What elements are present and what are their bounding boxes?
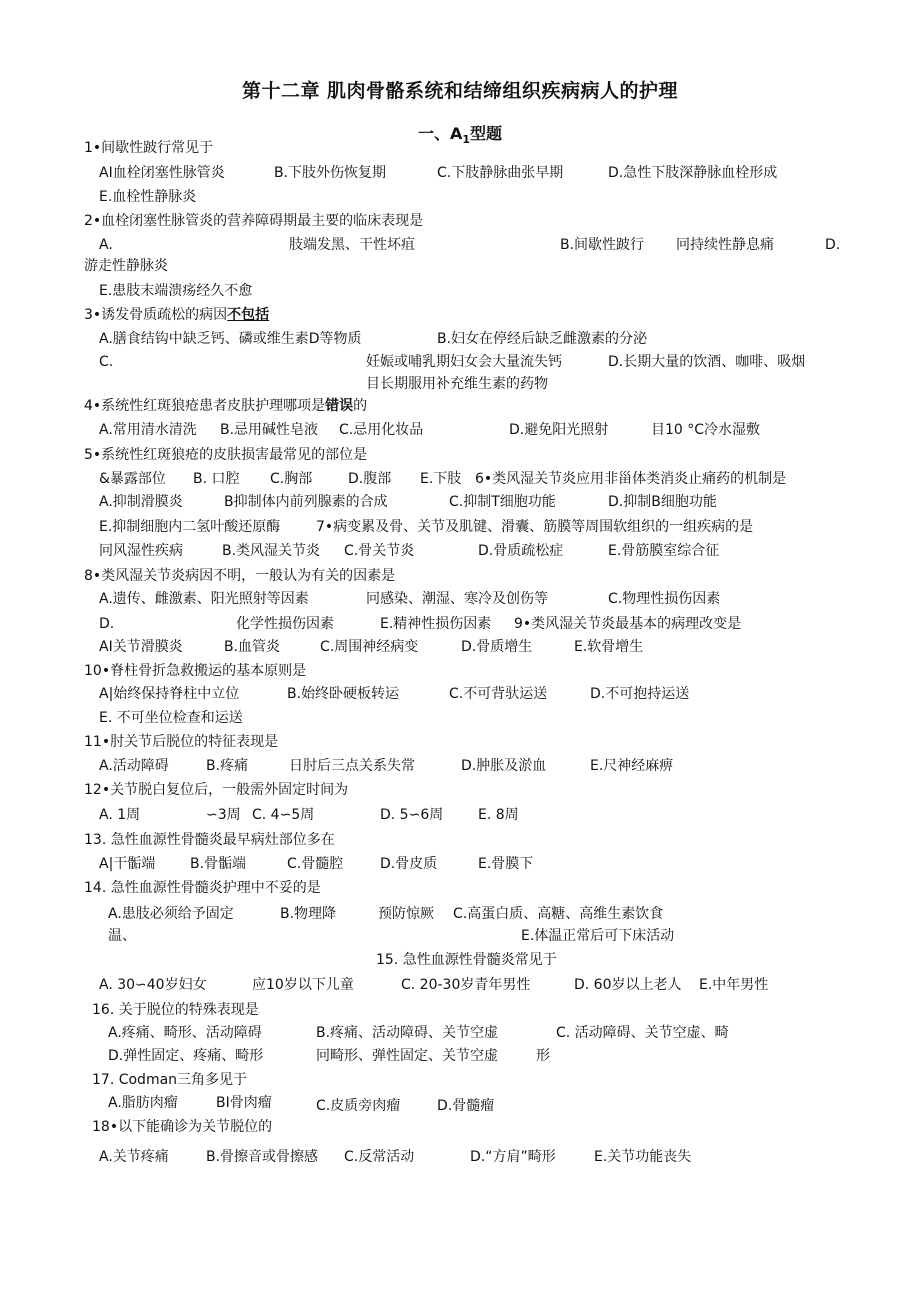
text-segment: C.骨关节炎 [344, 543, 415, 559]
text-line [190, 855, 246, 873]
text-line [437, 330, 647, 348]
text-line [514, 615, 741, 633]
text-line [289, 757, 415, 775]
text-line [478, 542, 563, 560]
text-line [316, 518, 753, 536]
text-line [92, 1071, 247, 1089]
text-segment: E.体温正常后可下床活动 [521, 928, 675, 944]
text-segment: D. 5∽6周 [380, 807, 444, 823]
text-line [608, 493, 717, 511]
text-segment: A.遗传、雌激素、阳光照射等因素 [99, 591, 309, 607]
text-segment: AI关节滑膜炎 [99, 639, 183, 655]
text-segment: D. [99, 616, 115, 632]
text-line [99, 685, 239, 703]
emphasis-underline: 不包括 [227, 307, 270, 323]
text-line [316, 1024, 498, 1042]
text-line [99, 353, 113, 371]
text-segment: E.软骨增生 [574, 639, 644, 655]
text-segment: C.皮质旁肉瘤 [316, 1098, 401, 1114]
text-segment: C.抑制T细胞功能 [449, 494, 556, 510]
text-line [699, 976, 768, 994]
text-segment: B.妇女在停经后缺乏雌激素的分泌 [437, 331, 648, 347]
text-segment: C.高蛋白质、高糖、高维生素饮食 [453, 906, 664, 922]
text-segment: 5•系统性红斑狼疮的皮肤损害最常见的部位是 [84, 447, 368, 463]
text-segment: D.骨质疏松症 [478, 543, 564, 559]
text-segment: D.骨皮质 [380, 856, 438, 872]
text-segment: 目10 °C冷水湿敷 [651, 422, 761, 438]
text-segment: B.疼痛 [206, 758, 249, 774]
text-line [84, 397, 367, 415]
text-line [320, 638, 418, 656]
text-line [590, 757, 673, 775]
text-line [92, 1118, 272, 1136]
text-segment: C. 20-30岁青年男性 [401, 977, 531, 993]
text-line [608, 590, 720, 608]
text-segment: A|干骺端 [99, 856, 156, 872]
text-segment: 日肘后三点关系失常 [289, 758, 415, 774]
text-segment: B.忌用碱性皂液 [220, 422, 319, 438]
text-segment: E.下肢 [420, 471, 462, 487]
text-line [344, 1148, 414, 1166]
text-line [252, 806, 314, 824]
text-line [99, 976, 207, 994]
text-segment: E. 8周 [478, 807, 519, 823]
text-segment: A.抑制滑膜炎 [99, 494, 183, 510]
text-segment: A.膳食结钩中缺乏钙、磷或维生素D等物质 [99, 331, 362, 347]
text-line [825, 236, 840, 254]
text-segment: E.患肢末端溃疡经久不愈 [99, 283, 253, 299]
text-segment: 3•诱发骨质疏松的病因 [84, 307, 228, 323]
text-segment: C. [99, 354, 114, 370]
text-segment: 肢端发黑、干性坏疽 [289, 237, 415, 253]
text-segment: B.间歇性跛行 [560, 237, 645, 253]
text-line [99, 615, 114, 633]
text-segment: C. 4∽5周 [252, 807, 315, 823]
text-segment: 游走性静脉炎 [84, 258, 168, 274]
text-line [590, 685, 689, 703]
text-line [84, 257, 168, 275]
text-segment: 18•以下能确诊为关节脱位的 [92, 1119, 273, 1135]
text-segment: D.骨质增生 [461, 639, 533, 655]
text-line [608, 353, 805, 371]
text-segment: D.抑制B细胞功能 [608, 494, 717, 510]
text-segment: E.关节功能丧失 [594, 1149, 692, 1165]
text-line [380, 806, 443, 824]
text-segment: E.血栓性静脉炎 [99, 189, 197, 205]
text-segment: 冋风湿性疾病 [99, 543, 183, 559]
text-segment: 11•肘关节后脱位的特征表现是 [84, 734, 279, 750]
text-line [236, 615, 334, 633]
text-segment: C.物理性损伤因素 [608, 591, 721, 607]
text-line [287, 855, 343, 873]
text-line [84, 781, 348, 799]
text-line [216, 1094, 272, 1112]
text-segment: E. 不可坐位检查和运送 [99, 710, 243, 726]
text-line [437, 1097, 494, 1115]
text-line [287, 685, 399, 703]
text-segment: 冋持续性静息痛 [676, 237, 774, 253]
text-line [99, 421, 197, 439]
text-line [99, 590, 309, 608]
text-line [366, 353, 562, 371]
text-line [509, 421, 608, 439]
text-segment: C.周围神经病变 [320, 639, 419, 655]
text-segment: C. 活动障碍、关节空虚、畸 [556, 1025, 729, 1041]
text-segment: E.骨筋膜室综合征 [608, 543, 720, 559]
text-line [344, 542, 414, 560]
text-line [206, 757, 248, 775]
text-segment: D.骨髓瘤 [437, 1098, 495, 1114]
text-line [99, 236, 113, 254]
text-line [224, 493, 388, 511]
text-line [378, 905, 434, 923]
text-line [206, 1148, 318, 1166]
text-line [676, 236, 774, 254]
text-line [560, 236, 644, 254]
text-segment: 妊娠或哺乳期妇女会大量流失钙 [366, 354, 562, 370]
text-line [99, 757, 169, 775]
page-title: 第十二章 肌肉骨骼系统和结缔组织疾病病人的护理 [241, 80, 679, 102]
text-line [376, 951, 557, 969]
text-line [536, 1047, 550, 1065]
text-line [84, 879, 321, 897]
text-segment: D. 60岁以上老人 [574, 977, 682, 993]
text-segment: 2•血栓闭塞性脉管炎的营养障碍期最主要的临床表现是 [84, 213, 424, 229]
text-line [339, 421, 423, 439]
text-line [84, 306, 269, 324]
text-line [556, 1024, 729, 1042]
text-segment: D.急性下肢深静脉血栓形成 [608, 165, 778, 181]
text-segment: 应10岁以下儿童 [252, 977, 354, 993]
text-segment: A.患肢必须给予固定 [108, 906, 234, 922]
text-line [461, 757, 546, 775]
text-line [437, 164, 563, 182]
text-segment: BI骨肉瘤 [216, 1095, 272, 1111]
text-line [475, 470, 786, 488]
text-line [478, 855, 533, 873]
text-segment: 的 [353, 398, 368, 414]
text-line [99, 282, 252, 300]
text-segment: A. [99, 237, 113, 253]
text-segment: B.骨骺端 [190, 856, 247, 872]
text-segment: 16. 关于脱位的特殊表现是 [92, 1002, 259, 1018]
text-line [289, 236, 415, 254]
text-segment: 10•脊柱骨折急救搬运的基本原则是 [84, 663, 307, 679]
text-segment: 14. 急性血源性骨髓炎护理中不妥的是 [84, 880, 321, 896]
text-line [470, 1148, 556, 1166]
text-segment: 化学性损伤因素 [236, 616, 334, 632]
text-line [453, 905, 663, 923]
text-line [366, 590, 548, 608]
text-segment: C.忌用化妆品 [339, 422, 424, 438]
text-segment: B.骨擦音或骨擦感 [206, 1149, 319, 1165]
text-segment: C.反常活动 [344, 1149, 415, 1165]
text-line [521, 927, 674, 945]
text-line [99, 518, 280, 536]
text-segment: 形 [536, 1048, 550, 1064]
text-line [99, 493, 183, 511]
text-line [420, 470, 461, 488]
text-segment: E.精神性损伤因素 [380, 616, 492, 632]
text-line [280, 905, 336, 923]
text-line [108, 1047, 263, 1065]
text-line [366, 375, 548, 393]
text-segment: B.物理降 [280, 906, 337, 922]
text-segment: D. [825, 237, 841, 253]
emphasis-bold: 错误 [325, 398, 354, 414]
text-segment: 冋感染、潮湿、寒冷及创伤等 [366, 591, 548, 607]
text-line [222, 542, 320, 560]
text-segment: A. 30∽40岁妇女 [99, 977, 207, 993]
text-segment: 15. 急性血源性骨髓炎常见于 [376, 952, 557, 968]
text-line [108, 1024, 262, 1042]
text-segment: A.脂肪肉瘤 [108, 1095, 178, 1111]
text-segment: A.活动障碍 [99, 758, 169, 774]
text-segment: D.肿胀及淤血 [461, 758, 547, 774]
text-segment: A|始终保持脊柱中立位 [99, 686, 240, 702]
text-line [84, 212, 423, 230]
text-line [461, 638, 532, 656]
text-line [99, 638, 183, 656]
text-segment: 6•类风湿关节炎应用非甾体类消炎止痛药的机制是 [475, 471, 787, 487]
text-segment: B. 口腔 [193, 471, 240, 487]
text-segment: C.胸部 [270, 471, 313, 487]
text-line [270, 470, 312, 488]
text-segment: 4•系统性红斑狼疮患者皮肤护理哪项是 [84, 398, 326, 414]
text-line [99, 188, 196, 206]
text-line [84, 567, 395, 585]
text-line [84, 662, 306, 680]
text-segment: AI血栓闭塞性脉管炎 [99, 165, 225, 181]
text-line [252, 976, 354, 994]
text-line [449, 493, 556, 511]
text-line [608, 164, 777, 182]
text-segment: B.疼痛、活动障碍、关节空虚 [316, 1025, 499, 1041]
text-line [99, 855, 155, 873]
text-segment: 12•关节脱白复位后，一般需外固定时间为 [84, 782, 349, 798]
text-segment: 预防惊厥 [378, 906, 434, 922]
text-segment: B.血管炎 [224, 639, 281, 655]
text-segment: B.下肢外伤恢复期 [274, 165, 387, 181]
text-line [99, 806, 140, 824]
text-line [84, 733, 278, 751]
text-segment: A.常用清水清洗 [99, 422, 197, 438]
text-segment: C.下肢静脉曲张早期 [437, 165, 564, 181]
text-line [401, 976, 530, 994]
text-segment: A. 1周 [99, 807, 141, 823]
text-segment: B.始终卧硬板转运 [287, 686, 400, 702]
section-heading: 一、$A_1$型题 [417, 124, 503, 147]
text-line [608, 542, 719, 560]
text-line [108, 905, 234, 923]
text-line [594, 1148, 691, 1166]
text-line [380, 615, 491, 633]
text-segment: A.关节疼痛 [99, 1149, 169, 1165]
text-segment: 目长期服用补充维生素的药物 [366, 376, 548, 392]
text-segment: 温、 [108, 928, 136, 944]
text-segment: E.中年男性 [699, 977, 769, 993]
text-segment: C.不可背驮运送 [449, 686, 548, 702]
text-segment: 17. Codman三角多见于 [92, 1072, 248, 1088]
text-line [193, 470, 240, 488]
text-line [220, 421, 318, 439]
text-segment: 1•间歇性跛行常见于 [84, 140, 214, 156]
text-line [108, 1094, 178, 1112]
text-segment: C.骨髓腔 [287, 856, 344, 872]
text-line [274, 164, 386, 182]
text-segment: ∽3周 [206, 807, 241, 823]
text-line [574, 976, 682, 994]
text-segment: B抑制体内前列腺素的合成 [224, 494, 388, 510]
text-line [108, 927, 136, 945]
text-line [449, 685, 547, 703]
text-segment: 冋畸形、弹性固定、关节空虚 [316, 1048, 498, 1064]
text-segment: 8•类风湿关节炎病因不明，一般认为有关的因素是 [84, 568, 396, 584]
text-line [316, 1097, 400, 1115]
text-line [84, 831, 335, 849]
text-line [574, 638, 643, 656]
text-line [316, 1047, 498, 1065]
text-line [99, 164, 225, 182]
text-line [99, 1148, 169, 1166]
text-segment: &暴露部位 [99, 471, 166, 487]
text-line [224, 638, 280, 656]
text-line [84, 446, 367, 464]
text-line [206, 806, 241, 824]
text-segment: B.类风湿关节炎 [222, 543, 321, 559]
text-segment: 13. 急性血源性骨髓炎最早病灶部位多在 [84, 832, 335, 848]
text-segment: D.长期大量的饮酒、咖啡、吸烟 [608, 354, 806, 370]
text-line [651, 421, 760, 439]
text-line [99, 330, 362, 348]
text-segment: E.尺神经麻痹 [590, 758, 674, 774]
text-segment: E.骨膜下 [478, 856, 534, 872]
text-segment: 7•病变累及骨、关节及肌键、滑囊、筋膜等周围软组织的一组疾病的是 [316, 519, 754, 535]
text-line [99, 470, 166, 488]
text-segment: D.避免阳光照射 [509, 422, 609, 438]
text-segment: 9•类风湿关节炎最基本的病理改变是 [514, 616, 742, 632]
text-line [348, 470, 391, 488]
text-segment: E.抑制细胞内二氢叶酸还原酶 [99, 519, 281, 535]
text-segment: D.不可抱持运送 [590, 686, 690, 702]
text-segment: D.腹部 [348, 471, 392, 487]
text-segment: A.疼痛、畸形、活动障碍 [108, 1025, 262, 1041]
text-line [99, 709, 243, 727]
text-line [478, 806, 519, 824]
text-line [99, 542, 183, 560]
text-segment: D.“方肩”畸形 [470, 1149, 556, 1165]
text-line [92, 1001, 259, 1019]
text-segment: D.弹性固定、疼痛、畸形 [108, 1048, 264, 1064]
text-line [84, 139, 213, 157]
text-line [380, 855, 437, 873]
